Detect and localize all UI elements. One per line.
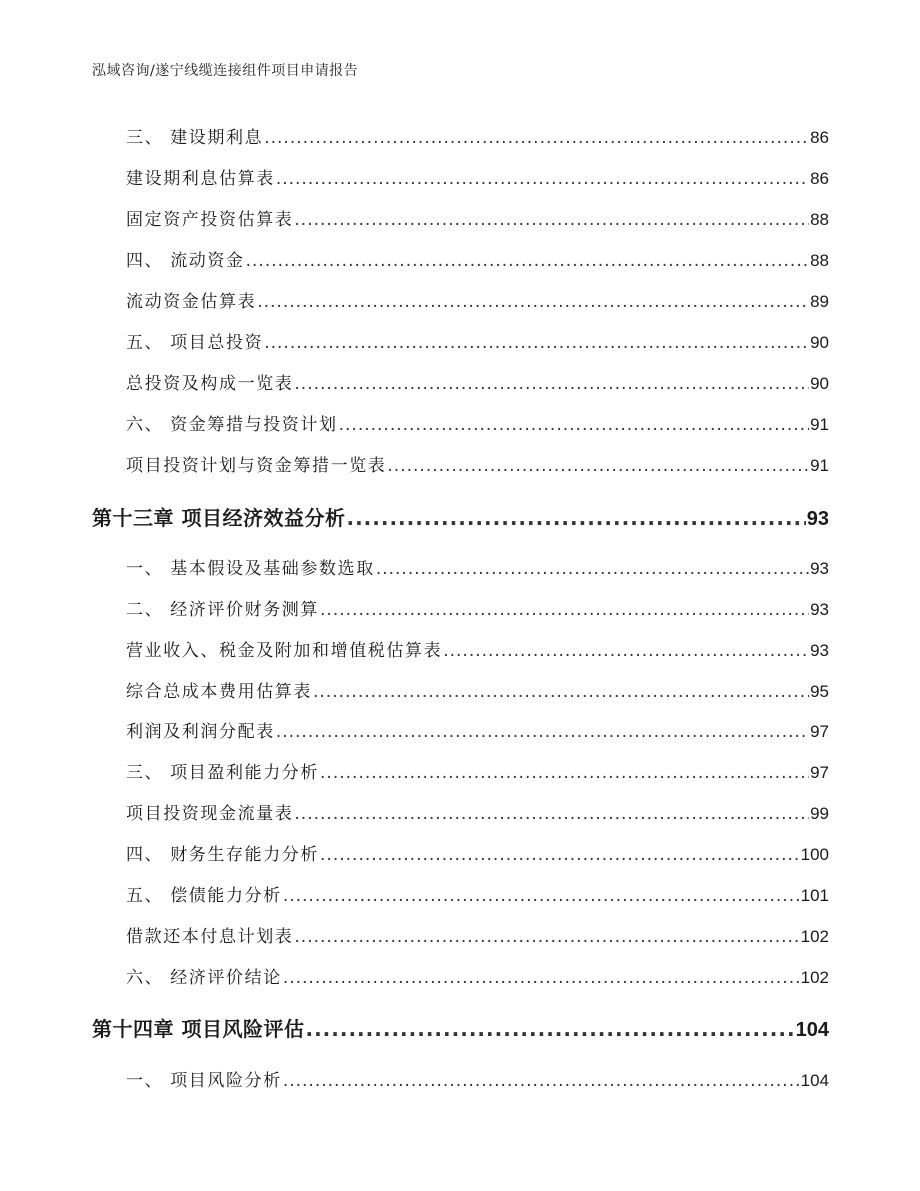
toc-entry-page: 93	[810, 641, 829, 660]
toc-entry-title: 利润及利润分配表	[126, 722, 275, 742]
toc-entry-title: 二、 经济评价财务测算	[126, 600, 320, 620]
toc-entry[interactable]	[126, 636, 829, 661]
toc-entry-page: 93	[810, 600, 829, 619]
toc-dot-leader	[313, 682, 809, 702]
toc-dot-leader	[320, 845, 800, 865]
toc-entry-page: 102	[800, 927, 829, 946]
toc-entry-title: 营业收入、税金及附加和增值税估算表	[126, 641, 443, 661]
toc-entry-page: 89	[810, 292, 829, 311]
toc-dot-leader	[294, 927, 799, 947]
toc-entry[interactable]	[126, 922, 829, 947]
toc-entry-title: 流动资金估算表	[126, 292, 257, 312]
toc-entry-page: 95	[810, 682, 829, 701]
toc-entry-page: 88	[810, 251, 829, 270]
toc-chapter-title: 第十四章 项目风险评估	[92, 1017, 305, 1041]
toc-entry[interactable]	[126, 595, 829, 620]
toc-chapter-page: 104	[795, 1019, 829, 1041]
toc-dot-leader	[264, 333, 809, 353]
toc-entry-page: 101	[800, 886, 829, 905]
toc-entry[interactable]	[126, 799, 829, 824]
toc-dot-leader	[305, 1017, 794, 1041]
toc-entry-page: 90	[810, 374, 829, 393]
toc-entry-title: 一、 基本假设及基础参数选取	[126, 559, 375, 579]
toc-dot-leader	[257, 292, 809, 312]
toc-dot-leader	[294, 804, 809, 824]
toc-entry-title: 六、 资金筹措与投资计划	[126, 415, 338, 435]
toc-entry-page: 97	[810, 763, 829, 782]
toc-dot-leader	[376, 559, 809, 579]
toc-chapter-title: 第十三章 项目经济效益分析	[92, 506, 346, 530]
toc-dot-leader	[320, 763, 809, 783]
toc-dot-leader	[283, 1071, 800, 1091]
toc-entry[interactable]	[126, 1066, 829, 1091]
toc-chapter-entry[interactable]	[92, 1013, 829, 1042]
toc-entry[interactable]	[126, 451, 829, 476]
toc-entry-page: 93	[810, 559, 829, 578]
toc-entry[interactable]	[126, 164, 829, 189]
toc-entry-title: 五、 偿债能力分析	[126, 886, 282, 906]
toc-dot-leader	[264, 128, 809, 148]
toc-dot-leader	[339, 415, 809, 435]
toc-entry[interactable]	[126, 758, 829, 783]
toc-entry-title: 总投资及构成一览表	[126, 374, 294, 394]
toc-entry[interactable]	[126, 410, 829, 435]
toc-entry[interactable]	[126, 677, 829, 702]
toc-dot-leader	[283, 886, 800, 906]
toc-dot-leader	[276, 169, 809, 189]
toc-chapter-entry[interactable]	[92, 502, 829, 531]
toc-dot-leader	[346, 506, 805, 530]
toc-entry-page: 104	[800, 1071, 829, 1090]
toc-chapter-page: 93	[806, 508, 829, 530]
toc-entry[interactable]	[126, 554, 829, 579]
toc-entry-page: 90	[810, 333, 829, 352]
toc-entry[interactable]	[126, 287, 829, 312]
toc-entry[interactable]	[126, 881, 829, 906]
toc-entry-title: 四、 财务生存能力分析	[126, 845, 320, 865]
page-header: 泓域咨询/遂宁线缆连接组件项目申请报告	[92, 63, 359, 79]
toc-entry[interactable]	[126, 717, 829, 742]
toc-entry-page: 99	[810, 804, 829, 823]
toc-entry[interactable]	[126, 840, 829, 865]
toc-entry-title: 建设期利息估算表	[126, 169, 275, 189]
toc-entry[interactable]	[126, 246, 829, 271]
toc-entry-title: 借款还本付息计划表	[126, 927, 294, 947]
toc-entry[interactable]	[126, 123, 829, 148]
toc-entry-title: 固定资产投资估算表	[126, 210, 294, 230]
toc-entry-page: 97	[810, 722, 829, 741]
toc-entry-title: 一、 项目风险分析	[126, 1071, 282, 1091]
toc-dot-leader	[443, 641, 809, 661]
toc-entry-title: 三、 建设期利息	[126, 128, 264, 148]
toc-entry-title: 三、 项目盈利能力分析	[126, 763, 320, 783]
toc-entry[interactable]	[126, 205, 829, 230]
toc-dot-leader	[387, 456, 809, 476]
toc-entry-title: 项目投资现金流量表	[126, 804, 294, 824]
toc-entry-page: 88	[810, 210, 829, 229]
toc-entry-title: 四、 流动资金	[126, 251, 245, 271]
toc-entry-page: 91	[810, 456, 829, 475]
toc-dot-leader	[276, 722, 809, 742]
toc-dot-leader	[246, 251, 809, 271]
toc-dot-leader	[294, 210, 809, 230]
toc-dot-leader	[283, 968, 800, 988]
toc-entry-title: 综合总成本费用估算表	[126, 682, 312, 702]
toc-entry-title: 五、 项目总投资	[126, 333, 264, 353]
toc-entry-page: 91	[810, 415, 829, 434]
toc-entry[interactable]	[126, 963, 829, 988]
toc-entry-page: 100	[800, 845, 829, 864]
toc-dot-leader	[320, 600, 809, 620]
toc-entry-page: 102	[800, 968, 829, 987]
toc-entry-title: 项目投资计划与资金筹措一览表	[126, 456, 387, 476]
toc-entry-title: 六、 经济评价结论	[126, 968, 282, 988]
toc-entry[interactable]	[126, 369, 829, 394]
toc-entry[interactable]	[126, 328, 829, 353]
toc-entry-page: 86	[810, 169, 829, 188]
toc-entry-page: 86	[810, 128, 829, 147]
toc-dot-leader	[294, 374, 809, 394]
